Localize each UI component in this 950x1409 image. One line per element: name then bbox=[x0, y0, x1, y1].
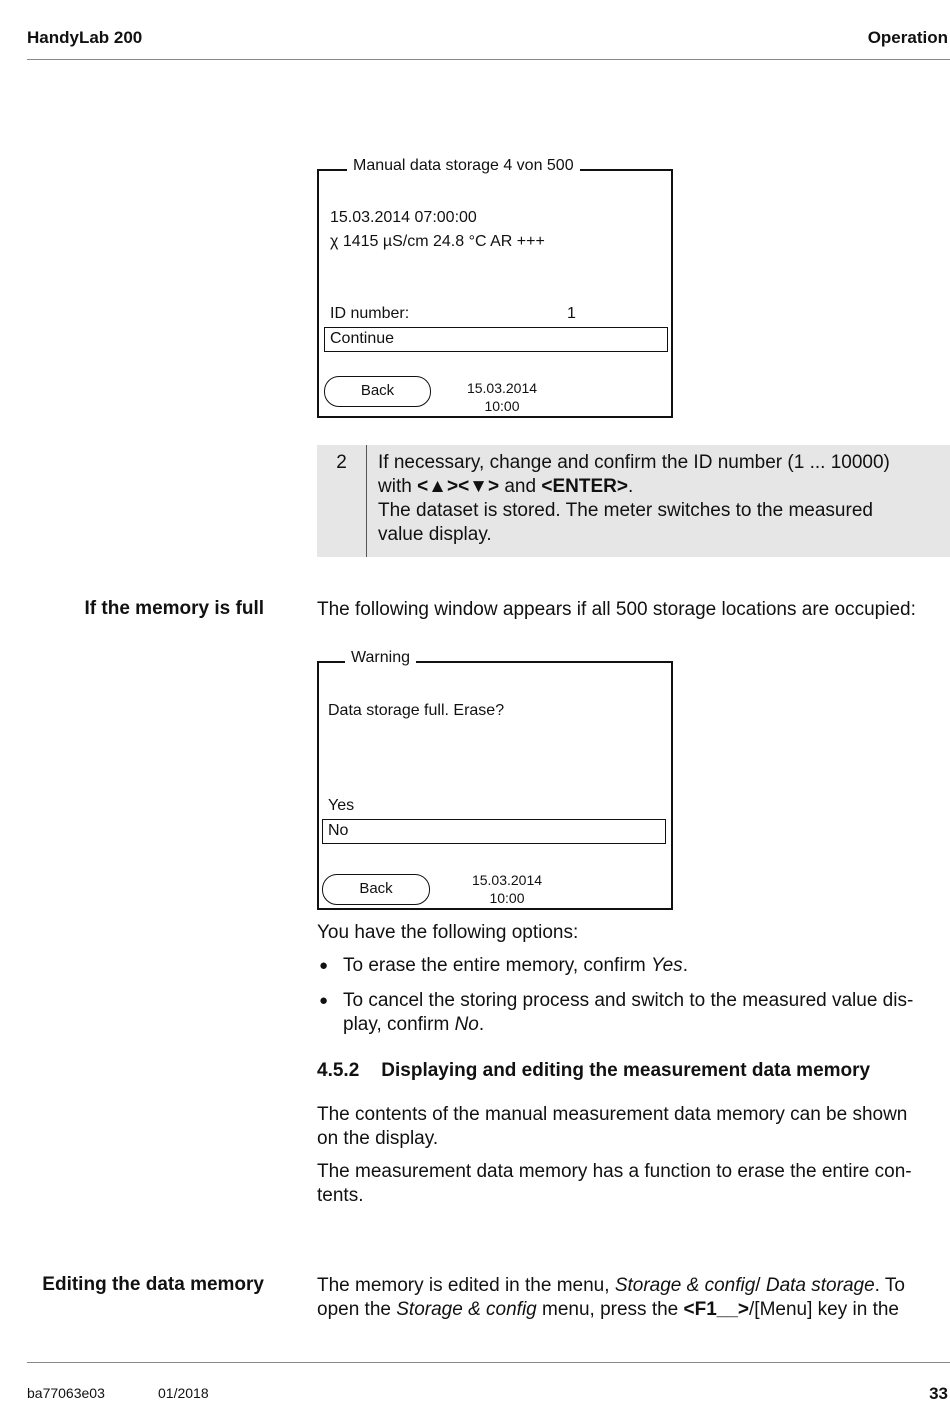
warning-message: Data storage full. Erase? bbox=[328, 702, 505, 719]
step-line: If necessary, change and confirm the ID number (1 ... 10000) bbox=[378, 452, 890, 473]
id-number-value[interactable]: 1 bbox=[567, 305, 576, 322]
dataset-measurement: χ 1415 µS/cm 24.8 °C AR +++ bbox=[330, 233, 545, 250]
id-number-label: ID number: bbox=[330, 305, 410, 322]
bullet-icon: ● bbox=[319, 992, 329, 1009]
warning-title: Warning bbox=[345, 649, 416, 667]
option-erase: To erase the entire memory, confirm Yes. bbox=[343, 955, 688, 976]
footer-doc-id: ba77063e03 bbox=[27, 1385, 105, 1401]
step-line: The dataset is stored. The meter switches to the measured bbox=[378, 500, 873, 521]
step-number: 2 bbox=[317, 445, 367, 557]
warning-display bbox=[317, 649, 673, 910]
yes-option[interactable]: Yes bbox=[328, 797, 355, 814]
memory-full-intro: The following window appears if all 500 storage locations are occupied: bbox=[317, 599, 916, 620]
status-clock bbox=[464, 871, 550, 907]
clock-date: 15.03.2014 bbox=[471, 872, 543, 888]
section-heading bbox=[317, 1060, 870, 1082]
options-intro: You have the following options: bbox=[317, 922, 579, 943]
back-button[interactable]: Back bbox=[322, 874, 430, 905]
clock-time: 10:00 bbox=[484, 398, 520, 414]
step-text bbox=[378, 451, 943, 547]
section-title: Displaying and editing the measurement data memory bbox=[381, 1060, 871, 1081]
f1-key: <F1__> bbox=[683, 1299, 750, 1320]
header-rule bbox=[27, 59, 950, 60]
editing-paragraph: The memory is edited in the menu, Storage & config/ Data storage. To open the Storage & config menu, press the <F1__>/[Menu] key in the bbox=[317, 1275, 905, 1320]
section-number: 4.5.2 bbox=[317, 1060, 360, 1081]
step-row bbox=[317, 445, 950, 557]
status-clock bbox=[459, 379, 545, 415]
display-title: Manual data storage 4 von 500 bbox=[347, 157, 580, 175]
memory-full-heading: If the memory is full bbox=[84, 598, 264, 619]
clock-time: 10:00 bbox=[489, 890, 525, 906]
page-number: 33 bbox=[929, 1384, 948, 1403]
continue-option[interactable]: Continue bbox=[324, 327, 668, 352]
arrow-keys: <▲><▼> bbox=[417, 476, 500, 497]
step-line: value display. bbox=[378, 524, 492, 545]
bullet-icon: ● bbox=[319, 957, 329, 974]
editing-heading: Editing the data memory bbox=[42, 1274, 264, 1295]
section-paragraph-2: The measurement data memory has a function to erase the entire con- tents. bbox=[317, 1161, 912, 1206]
no-option[interactable]: No bbox=[322, 819, 666, 844]
option-cancel: To cancel the storing process and switch to the measured value dis- play, confirm No. bbox=[343, 990, 914, 1035]
header-title: HandyLab 200 bbox=[27, 28, 143, 47]
manual-storage-display bbox=[317, 157, 673, 418]
section-paragraph-1: The contents of the manual measurement data memory can be shown on the display. bbox=[317, 1104, 908, 1149]
footer-date: 01/2018 bbox=[158, 1385, 209, 1401]
clock-date: 15.03.2014 bbox=[466, 380, 538, 396]
step-line: with <▲><▼> and <ENTER>. bbox=[378, 476, 634, 497]
back-button[interactable]: Back bbox=[324, 376, 431, 407]
header-section: Operation bbox=[867, 28, 948, 47]
dataset-datetime: 15.03.2014 07:00:00 bbox=[330, 209, 477, 226]
footer-rule bbox=[27, 1362, 950, 1363]
enter-key: <ENTER> bbox=[541, 476, 628, 497]
